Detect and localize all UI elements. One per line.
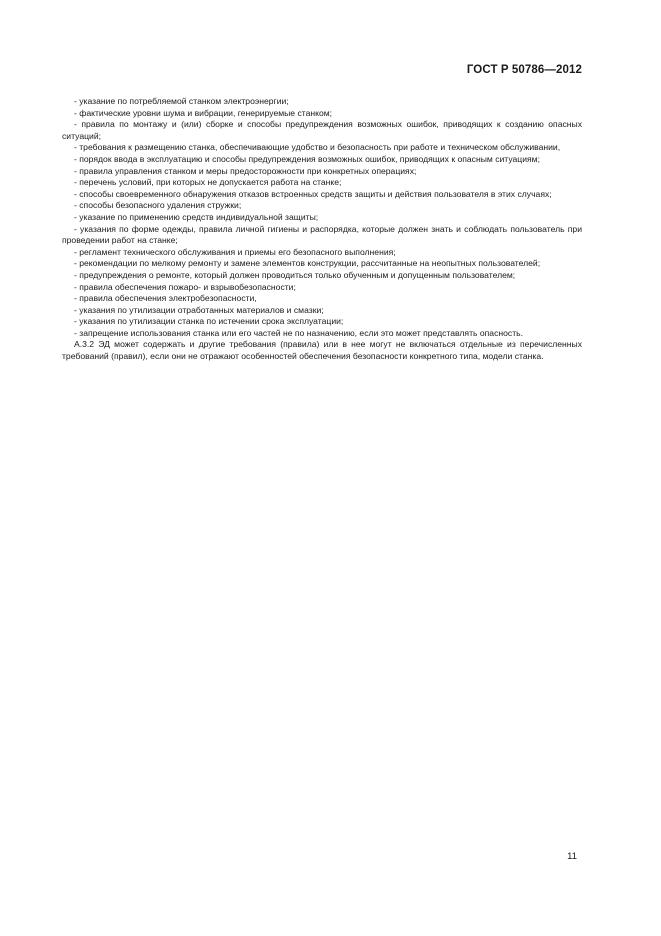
list-item: - перечень условий, при которых не допускается работа на станке; [74,177,342,188]
list-item: - порядок ввода в эксплуатацию и способы предупреждения возможных ошибок, приводящих к опасным ситуациям; [74,153,540,164]
list-item: - требования к размещению станка, обеспечивающие удобство и безопасность при работе и техническом обслуживании, [74,142,561,153]
list-item: - правила обеспечения электробезопасности, [74,293,257,304]
list-item: - регламент технического обслуживания и приемы его безопасного выполнения; [74,246,396,257]
list-item: - запрещение использования станка или его частей не по назначению, если это может представлять опасность. [74,327,523,338]
document-body [62,96,582,363]
list-item: - указания по утилизации отработанных материалов и смазки; [74,304,324,315]
list-item: - правила по монтажу и (или) сборке и способы предупреждения возможных ошибок, приводящих к созданию опасных ситуаций; [62,119,582,141]
list-item: - способы безопасного удаления стружки; [74,200,242,211]
document-header: ГОСТ Р 50786—2012 [466,64,582,76]
list-item: - рекомендации по мелкому ремонту и замене элементов конструкции, рассчитанные на неопытных пользователей; [74,258,541,269]
closing-paragraph: А.3.2 ЭД может содержать и другие требования (правила) или в нее могут не включаться отдельные из перечисленных требований (правил), если они не отражают особенностей обеспечения безопасности конкретного типа, модели станка. [62,339,582,362]
list-item: - указание по применению средств индивидуальной защиты; [74,211,319,222]
list-item: - правила обеспечения пожаро- и взрывобезопасности; [74,281,296,292]
list-item: - способы своевременного обнаружения отказов встроенных средств защиты и действия пользователя в этих случаях; [74,188,552,199]
list-item: - указания по форме одежды, правила личной гигиены и распорядка, которые должен знать и соблюдать пользователь при проведении работ на станке; [62,223,582,246]
list-item: - фактические уровни шума и вибрации, генерируемые станком; [74,107,333,118]
list-item: - указание по потребляемой станком электроэнергии; [74,96,289,106]
list-item: - правила управления станком и меры предосторожности при конкретных операциях; [74,165,417,176]
page-number: 11 [567,851,577,862]
list-item: - указания по утилизации станка по истечении срока эксплуатации; [74,316,344,327]
list-item: - предупреждения о ремонте, который должен проводиться только обученным и допущенным пользователем; [74,269,516,280]
